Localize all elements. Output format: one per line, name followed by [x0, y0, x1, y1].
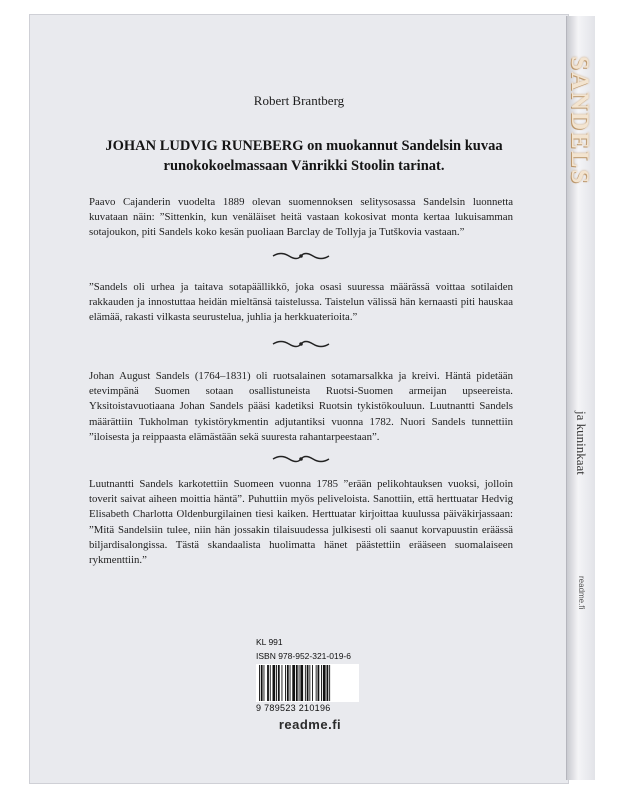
- barcode: [256, 664, 359, 702]
- publisher-logo: readme.fi: [278, 717, 342, 732]
- paragraph-1: Paavo Cajanderin vuodelta 1889 olevan suomennoksen selitysosassa Sandelsin luonnetta kuvataan näin: ”Sittenkin, kun venäläiset heitä vastaan kokosivat monta kertaa lukuisamman sotajoukon, piti Sandels koko kesän puoliaan Barclay de Tollyja ja Tutškovia vastaan.”: [89, 196, 513, 239]
- ornament-divider-3: [271, 454, 331, 464]
- book-spine: [566, 16, 595, 780]
- spine-subtitle: ja kuninkaat: [574, 411, 589, 475]
- spine-publisher: readme.fi: [577, 576, 586, 610]
- paragraph-2: ”Sandels oli urhea ja taitava sotapäällikkö, joka osasi suuressa määrässä voittaa sotilaiden rakkauden ja innostuttaa heidän mieltänsä taistelussa. Taistelun välissä hän kernaasti piti hauskaa elämää, rakasti vilkasta seurustelua, juhlia ja herkkuaterioita.”: [89, 281, 513, 324]
- barcode-number: 9 789523 210196: [256, 703, 331, 713]
- library-class-code: KL 991: [256, 637, 283, 647]
- paragraph-3: Johan August Sandels (1764–1831) oli ruotsalainen sotamarsalkka ja kreivi. Häntä pidetään etevimpänä Suomen sotaan osallistuneista Ruotsi-Suomen armeijan upseereista. Yksitoistavuotiaana Johan Sandels pääsi kadetiksi Ruotsin tykistökouluun. Luutnantti Sandels määrättiin Tukholman tykistörykmentin adjutantiksi vuonna 1782. Nuori Sandels tunnettiin ”iloisesta ja reippaasta elämästään sekä suuresta rahantarpeestaan”.: [89, 370, 513, 443]
- book-back-cover: [29, 14, 569, 784]
- author-name: Robert Brantberg: [253, 93, 345, 108]
- paragraph-4: Luutnantti Sandels karkotettiin Suomeen vuonna 1785 ”erään pelikohtauksen vuoksi, jolloin toverit saivat aiheen moittia häntä”. Puhuttiin myös peliveloista. Sanottiin, että herttuatar Hedvig Elisabeth Charlotta Oldenburgilainen tiesi kaiken. Herttuatar kirjoittaa kuulussa päiväkirjassaan: ”Mitä Sandelsiin tulee, niin hän jossakin tilaisuudessa julkisesti oli saanut korvapuustin eräässä biljardisalongissa. Tästä skandaalista huolimatta hänet päästettiin erääseen suomalaiseen rykmenttiin.”: [89, 478, 513, 567]
- lead-statement: JOHAN LUDVIG RUNEBERG on muokannut Sandelsin kuvaa runokokoelmassaan Vänrikki Stoolin tarinat.: [105, 138, 503, 174]
- ornament-divider-2: [271, 339, 331, 349]
- isbn: ISBN 978-952-321-019-6: [256, 651, 351, 661]
- ornament-divider-1: [271, 251, 331, 261]
- spine-title: SANDELS: [566, 56, 593, 186]
